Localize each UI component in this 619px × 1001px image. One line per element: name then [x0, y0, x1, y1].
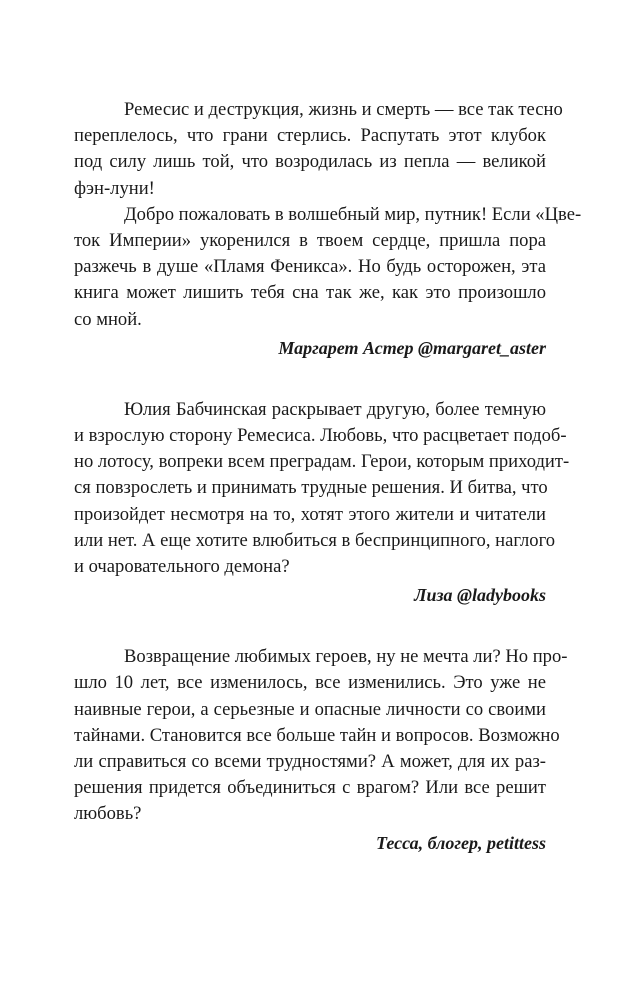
text-line: произойдет несмотря на то, хотят этого жители и читатели: [74, 503, 546, 525]
review-3: [74, 644, 568, 855]
review-1-signature: Маргарет Астер @margaret_aster: [278, 337, 546, 358]
text-line: переплелось, что грани стерлись. Распутать этот клубок: [74, 125, 546, 147]
review-1: [74, 97, 582, 361]
text-line: любовь?: [74, 803, 142, 825]
review-1-paragraph-1: [74, 97, 563, 202]
text-line: ли справиться со всеми трудностями? А может, для их раз-: [74, 751, 546, 773]
text-line: разжечь в душе «Пламя Феникса». Но будь осторожен, эта: [74, 256, 546, 278]
text-line: Добро пожаловать в волшебный мир, путник! Если «Цве-: [124, 203, 582, 225]
review-2-paragraph-1: [74, 397, 570, 580]
text-line: под силу лишь той, что возродилась из пепла — великой: [74, 151, 546, 173]
text-line: ток Империи» укоренился в твоем сердце, пришла пора: [74, 230, 546, 252]
book-page: [74, 97, 582, 856]
review-1-paragraph-2: [74, 202, 582, 333]
text-line: и очаровательного демона?: [74, 556, 290, 578]
text-line: шло 10 лет, все изменилось, все изменились. Это уже не: [74, 672, 546, 694]
text-line: или нет. А еще хотите влюбиться в беспринципного, наглого: [74, 529, 556, 551]
text-line: и взрослую сторону Ремесиса. Любовь, что расцветает подоб-: [74, 425, 567, 447]
review-2-signature: Лиза @ladybooks: [414, 585, 546, 606]
text-line: но лотосу, вопреки всем преградам. Герои, которым приходит-: [74, 451, 570, 473]
review-2: [74, 397, 570, 608]
review-3-signature: Тесса, блогер, petittess: [375, 832, 546, 853]
text-line: решения придется объединиться с врагом? Или все решит: [74, 777, 546, 799]
text-line: наивные герои, а серьезные и опасные личности со своими: [74, 698, 546, 720]
text-line: Юлия Бабчинская раскрывает другую, более темную: [124, 398, 546, 420]
text-line: тайнами. Становится все больше тайн и вопросов. Возможно: [74, 724, 560, 746]
text-line: ся повзрослеть и принимать трудные решения. И битва, что: [74, 477, 548, 499]
text-line: Возвращение любимых героев, ну не мечта ли? Но про-: [124, 646, 568, 668]
text-line: книга может лишить тебя сна так же, как это произошло: [74, 282, 546, 304]
text-line: фэн-луни!: [74, 177, 155, 199]
text-line: Ремесис и деструкция, жизнь и смерть — все так тесно: [124, 99, 563, 120]
review-3-paragraph-1: [74, 644, 568, 827]
text-line: со мной.: [74, 308, 142, 330]
